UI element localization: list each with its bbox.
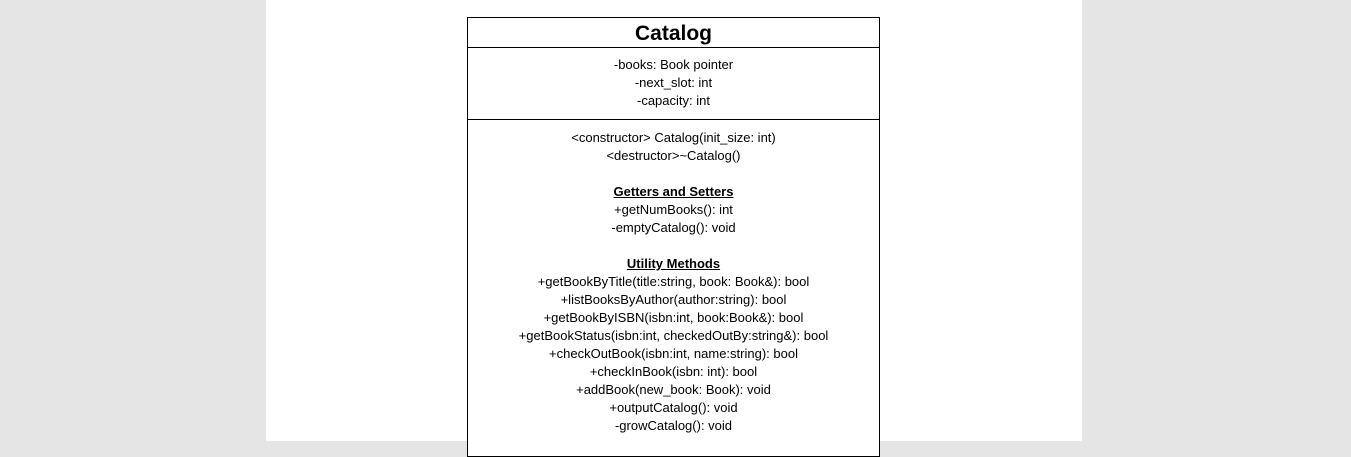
spacer <box>468 237 879 255</box>
methods-compartment <box>468 120 879 435</box>
method: +getNumBooks(): int <box>614 202 733 217</box>
method: +checkInBook(isbn: int): bool <box>589 364 758 379</box>
method: +addBook(new_book: Book): void <box>576 382 771 397</box>
method: -growCatalog(): void <box>614 418 733 433</box>
method: +getBookByISBN(isbn:int, book:Book&): bool <box>543 310 804 325</box>
method: +getBookStatus(isbn:int, checkedOutBy:string&): bool <box>518 328 829 343</box>
method: +checkOutBook(isbn:int, name:string): bool <box>549 346 798 361</box>
section-title-getters-setters: Getters and Setters <box>613 184 734 199</box>
constructor: <constructor> Catalog(init_size: int) <box>571 130 776 145</box>
attribute: -next_slot: int <box>634 75 713 90</box>
document-page <box>266 0 1082 441</box>
method: -emptyCatalog(): void <box>611 220 736 235</box>
method: +outputCatalog(): void <box>609 400 738 415</box>
uml-class-diagram <box>467 17 880 457</box>
attribute: -capacity: int <box>637 93 710 108</box>
class-name: Catalog <box>468 18 879 48</box>
attributes-compartment <box>468 48 879 120</box>
attribute: -books: Book pointer <box>613 57 734 72</box>
method: +getBookByTitle(title:string, book: Book&): bool <box>537 274 810 289</box>
section-title-utility-methods: Utility Methods <box>626 256 721 271</box>
spacer <box>468 165 879 183</box>
method: +listBooksByAuthor(author:string): bool <box>560 292 787 307</box>
destructor: <destructor>~Catalog() <box>606 148 741 163</box>
